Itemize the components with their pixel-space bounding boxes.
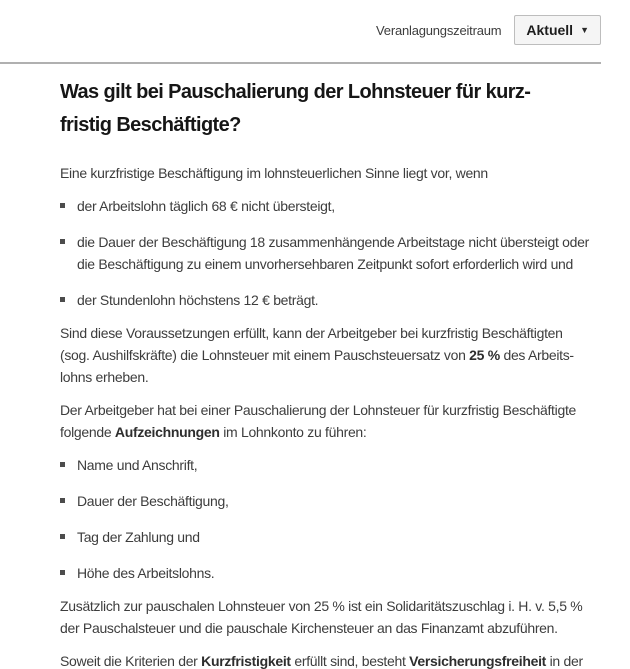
list-item <box>60 562 601 584</box>
bold-kurzfristigkeit: Kurzfristigkeit <box>201 653 291 669</box>
bold-aufzeichnungen: Aufzeichnungen <box>114 424 220 440</box>
text-segment: Soweit die Kriterien der <box>60 653 202 669</box>
article-content <box>0 76 601 669</box>
bullet-square-icon <box>60 570 65 575</box>
intro-paragraph <box>60 162 601 184</box>
list-item-text: Höhe des Arbeitslohns. <box>77 565 215 581</box>
text-segment: Der Arbeitgeber hat bei einer Pauschalierung der Lohnsteuer für kurzfristig Beschäftigte <box>60 402 577 418</box>
list-item-text: Dauer der Beschäftigung, <box>77 493 229 509</box>
list-item <box>60 454 601 476</box>
list-item-text: die Beschäftigung zu einem unvorhersehbaren Zeitpunkt sofort erforderlich wird und <box>77 256 574 272</box>
records-list <box>60 454 601 584</box>
text-segment: folgende <box>60 424 115 440</box>
veranlagungszeitraum-label: Veranlagungszeitraum <box>376 22 502 38</box>
list-item-text: der Stundenlohn höchstens 12 € beträgt. <box>77 292 319 308</box>
list-item <box>60 289 601 311</box>
paragraph-solidaritaetszuschlag <box>60 595 601 639</box>
list-item <box>60 195 601 217</box>
list-item <box>60 231 601 275</box>
text-segment: des Arbeits- <box>499 347 574 363</box>
list-item <box>60 526 601 548</box>
list-item-text: Name und Anschrift, <box>77 457 198 473</box>
bullet-square-icon <box>60 534 65 539</box>
list-item-text: der Arbeitslohn täglich 68 € nicht übersteigt, <box>77 198 335 214</box>
page-title-line2: fristig Beschäftigte? <box>60 114 241 136</box>
chevron-down-icon: ▼ <box>580 25 589 35</box>
bold-tax-rate: 25 % <box>469 347 500 363</box>
text-segment: im Lohnkonto zu führen: <box>219 424 367 440</box>
header-bar <box>0 0 601 45</box>
period-dropdown-value: Aktuell <box>526 22 574 38</box>
bullet-square-icon <box>60 239 65 244</box>
page-title <box>60 76 601 142</box>
list-item-text: Tag der Zahlung und <box>77 529 200 545</box>
intro-text: Eine kurzfristige Beschäftigung im lohnsteuerlichen Sinne liegt vor, wenn <box>60 165 488 181</box>
text-segment: in der <box>546 653 583 669</box>
text-segment: (sog. Aushilfskräfte) die Lohnsteuer mit einem Pauschsteuersatz von <box>60 347 470 363</box>
content-divider <box>0 62 601 64</box>
bullet-square-icon <box>60 498 65 503</box>
paragraph-pauschsteuersatz <box>60 322 601 388</box>
bullet-square-icon <box>60 203 65 208</box>
bullet-square-icon <box>60 462 65 467</box>
page-title-line1: Was gilt bei Pauschalierung der Lohnsteuer für kurz- <box>60 81 531 103</box>
paragraph-versicherungsfreiheit <box>60 650 601 669</box>
bullet-square-icon <box>60 297 65 302</box>
period-dropdown[interactable] <box>514 15 601 45</box>
conditions-list <box>60 195 601 311</box>
list-item-text: die Dauer der Beschäftigung 18 zusammenhängende Arbeitstage nicht übersteigt oder <box>77 234 589 250</box>
paragraph-aufzeichnungen <box>60 399 601 443</box>
text-segment: lohns erheben. <box>60 369 149 385</box>
text-segment: erfüllt sind, besteht <box>290 653 410 669</box>
text-segment: Sind diese Voraussetzungen erfüllt, kann der Arbeitgeber bei kurzfristig Beschäftigten <box>60 325 563 341</box>
text-segment: Zusätzlich zur pauschalen Lohnsteuer von 25 % ist ein Solidaritätszuschlag i. H. v. 5,5 % <box>60 598 583 614</box>
list-item <box>60 490 601 512</box>
text-segment: der Pauschalsteuer und die pauschale Kirchensteuer an das Finanzamt abzuführen. <box>60 620 558 636</box>
bold-versicherungsfreiheit: Versicherungsfreiheit <box>409 653 547 669</box>
